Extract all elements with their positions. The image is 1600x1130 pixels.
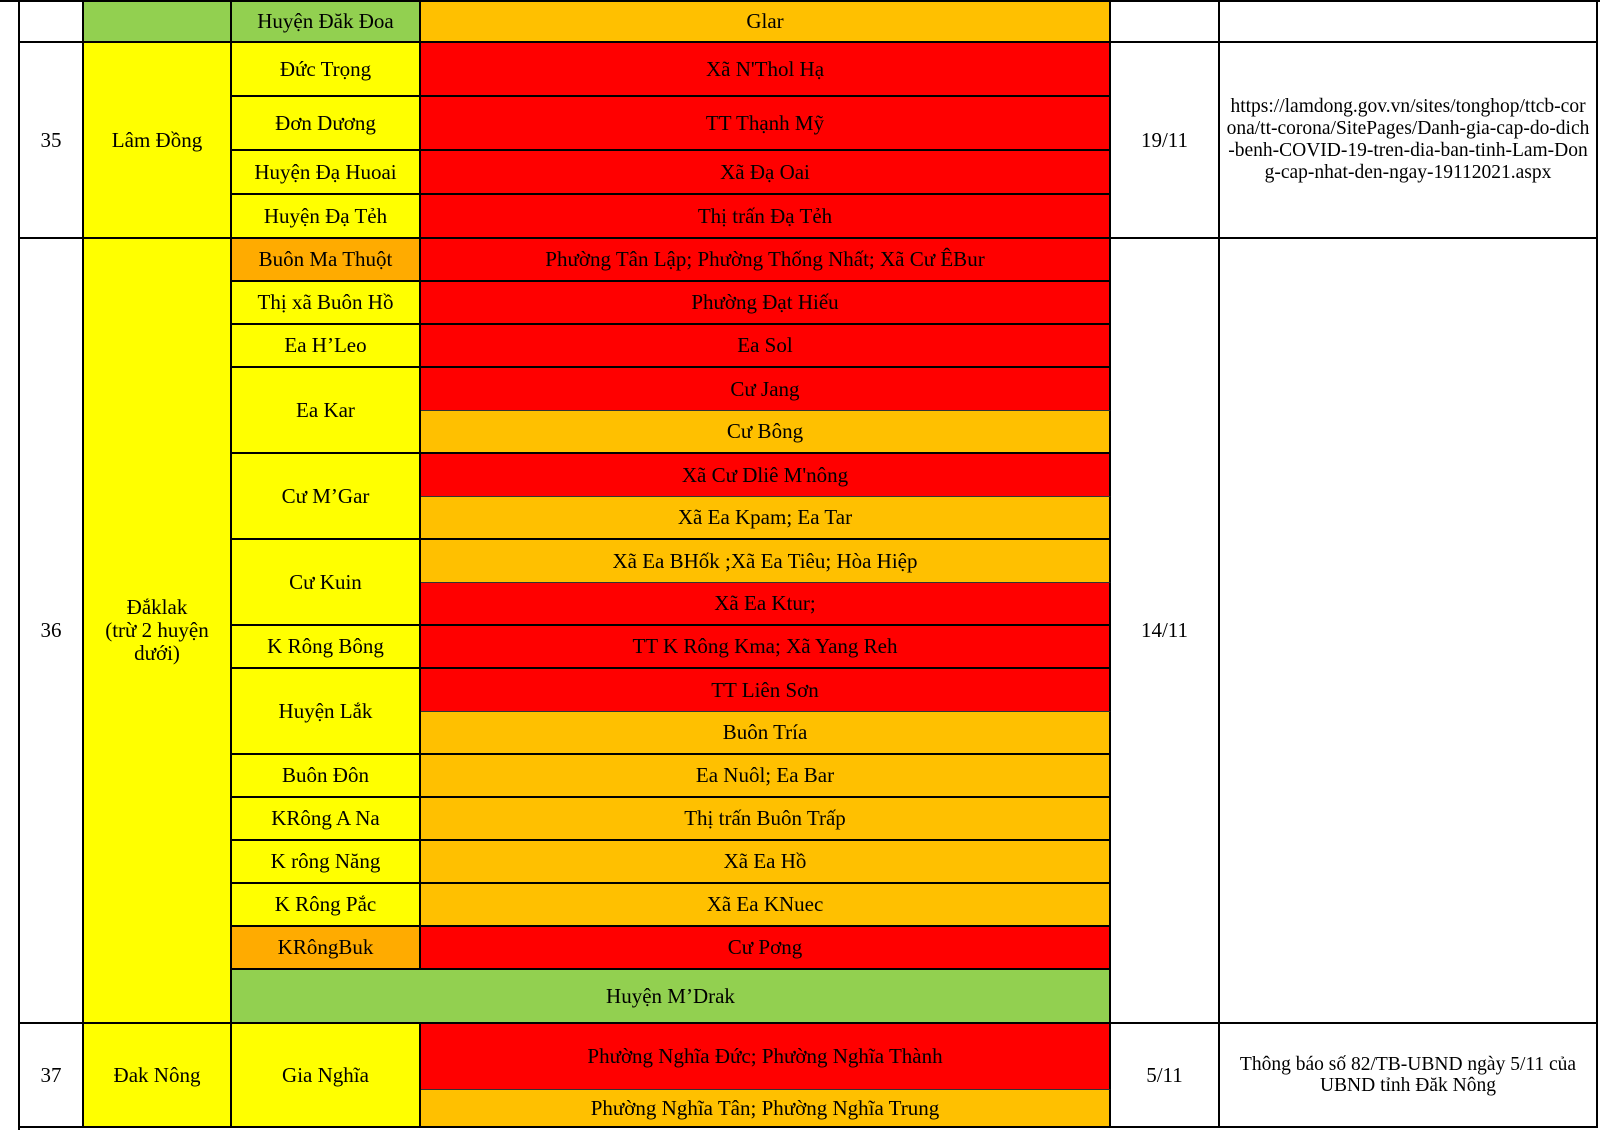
commune-cell: Thị trấn Đạ Tẻh [421,195,1111,239]
source-link-cell: https://lamdong.gov.vn/sites/tonghop/ttcb-corona/tt-corona/SitePages/Danh-gia-cap-do-dich-benh-COVID-19-tren-dia-ban-tinh-Lam-Dong-cap-nhat-den-ngay-19112021.aspx [1220,43,1598,239]
district-cell: Gia Nghĩa [232,1024,421,1128]
date-cell: 5/11 [1111,1024,1220,1128]
district-cell: K Rông Pắc [232,884,421,927]
commune-cell: Xã Đạ Oai [421,151,1111,195]
commune-cell: TT K Rông Kma; Xã Yang Reh [421,626,1111,669]
province-cell: Lâm Đồng [84,43,232,239]
date-cell: 19/11 [1111,43,1220,239]
commune-cell: Ea Nuôl; Ea Bar [421,755,1111,798]
row-number: 37 [20,1024,84,1128]
commune-cell: Xã Ea Hồ [421,841,1111,884]
commune-cell: Xã Ea BHốk ;Xã Ea Tiêu; Hòa Hiệp [421,540,1111,583]
commune-cell: Xã N'Thol Hạ [421,43,1111,97]
district-cell: K Rông Bông [232,626,421,669]
commune-cell: Phường Nghĩa Tân; Phường Nghĩa Trung [421,1090,1111,1128]
district-cell: Cư M’Gar [232,454,421,540]
province-cell [84,2,232,43]
source-cell [1220,2,1598,43]
commune-cell: Xã Ea Kpam; Ea Tar [421,497,1111,540]
date-cell: 14/11 [1111,239,1220,1024]
district-cell: Ea H’Leo [232,325,421,368]
district-cell: K rông Năng [232,841,421,884]
district-cell: Huyện Đăk Đoa [232,2,421,43]
commune-cell: Thị trấn Buôn Trấp [421,798,1111,841]
commune-cell: Cư Bông [421,411,1111,454]
commune-cell: Xã Cư Dliê M'nông [421,454,1111,497]
province-cell: Đắklak (trừ 2 huyện dưới) [84,239,232,1024]
date-cell [1111,2,1220,43]
commune-cell: Cư Pơng [421,927,1111,970]
district-cell: Cư Kuin [232,540,421,626]
commune-cell: Xã Ea Ktur; [421,583,1111,626]
district-cell: Huyện Lắk [232,669,421,755]
district-cell: Huyện Đạ Huoai [232,151,421,195]
district-cell: KRôngBuk [232,927,421,970]
district-cell: Buôn Ma Thuột [232,239,421,282]
source-cell [1220,239,1598,1024]
district-cell: Buôn Đôn [232,755,421,798]
district-cell: Ea Kar [232,368,421,454]
row-number: 35 [20,43,84,239]
province-cell: Đak Nông [84,1024,232,1128]
commune-cell: TT Thạnh Mỹ [421,97,1111,151]
district-cell: KRông A Na [232,798,421,841]
source-note-cell: Thông báo số 82/TB-UBND ngày 5/11 của UBND tỉnh Đăk Nông [1220,1024,1598,1128]
district-cell: Đức Trọng [232,43,421,97]
commune-cell: Cư Jang [421,368,1111,411]
commune-cell: Phường Tân Lập; Phường Thống Nhất; Xã Cư ÊBur [421,239,1111,282]
row-number: 36 [20,239,84,1024]
district-cell: Thị xã Buôn Hồ [232,282,421,325]
commune-cell: Glar [421,2,1111,43]
district-cell: Đơn Dương [232,97,421,151]
commune-cell: TT Liên Sơn [421,669,1111,712]
district-cell: Huyện Đạ Tẻh [232,195,421,239]
row-number [20,2,84,43]
commune-cell: Buôn Tría [421,712,1111,755]
commune-cell: Phường Nghĩa Đức; Phường Nghĩa Thành [421,1024,1111,1090]
commune-cell: Xã Ea KNuec [421,884,1111,927]
commune-cell: Phường Đạt Hiếu [421,282,1111,325]
commune-cell: Ea Sol [421,325,1111,368]
merged-district-cell: Huyện M’Drak [232,970,1111,1024]
